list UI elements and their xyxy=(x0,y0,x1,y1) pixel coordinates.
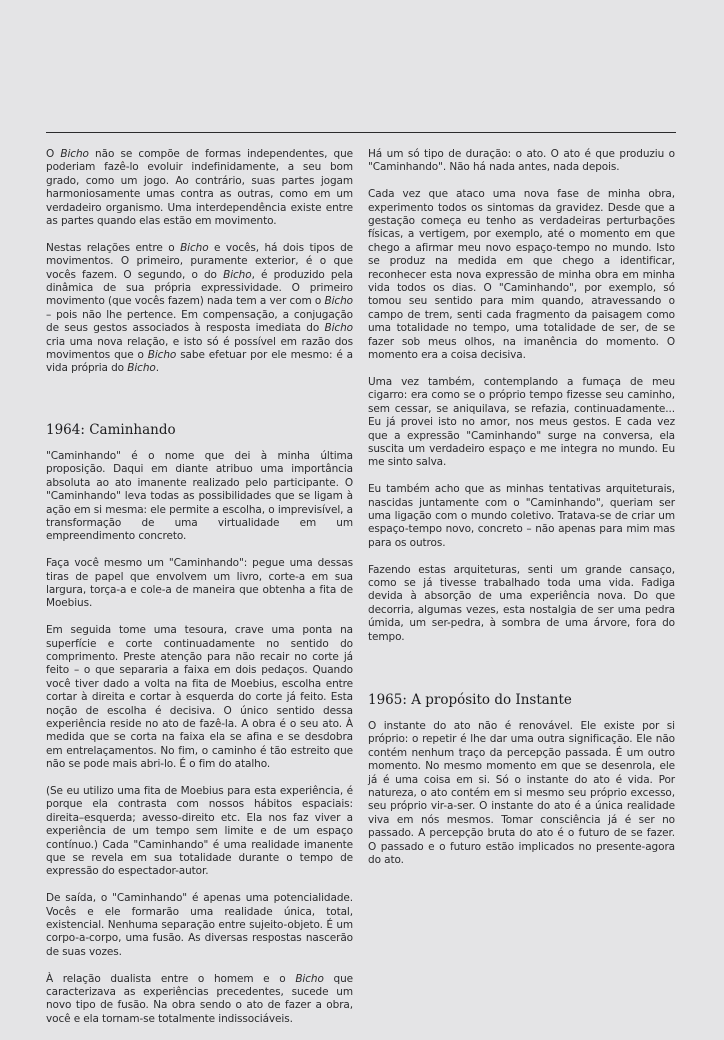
bicho-term: Bicho xyxy=(324,295,353,308)
section-heading-1964: 1964: Caminhando xyxy=(46,421,176,438)
bicho-term: Bicho xyxy=(180,241,209,254)
bicho-term: Bicho xyxy=(295,972,324,985)
bicho-term: Bicho xyxy=(324,322,353,335)
paragraph: Cada vez que ataco uma nova fase de minha obra, experimento todos os sintomas da gravidez. Desde que a gestação começa eu tenho as verdadeiras perturbações físicas, a vertigem, por exemplo, até o momento em que chego a afirmar meu novo espaço-tempo no mundo. Isto se produz na medida em que chego a identificar, reconhecer esta nova expressão de minha obra em minha vida todos os dias. O "Caminhando", por exemplo, só tomou seu sentido para mim quando, atravessando o campo de trem, senti cada fragmento da paisagem como uma totalidade no tempo, uma totalidade de ser, de se fazer sob meus olhos, na imanência do momento. O momento era a coisa decisiva. xyxy=(368,188,675,362)
paragraph: Uma vez também, contemplando a fumaça de meu cigarro: era como se o próprio tempo fizesse seu caminho, sem cessar, se aniquilava, se refazia, continuadamente... Eu já provei isto no amor, nos meus gestos. E cada vez que a expressão "Caminhando" surge na conversa, ela suscita um verdadeiro espaço e me integra no mundo. Eu me sinto salva. xyxy=(368,375,675,469)
section-heading-1965: 1965: A propósito do Instante xyxy=(368,691,572,708)
bicho-term: Bicho xyxy=(60,148,89,160)
paragraph: Eu também acho que as minhas tentativas arquiteturais, nascidas juntamente com o "Caminhando", queriam ser uma ligação com o mundo coletivo. Tratava-se de criar um espaço-tempo novo, concreto – não apenas para mim mas para os outros. xyxy=(368,483,675,549)
bicho-term: Bicho xyxy=(127,362,156,375)
paragraph: O Bicho não se compõe de formas independentes, que poderiam fazê-lo evoluir indefinidamente, a seu bom grado, como um jogo. Ao contrário, suas partes jogam harmoniosamente umas contra as outras, como em um verdadeiro organismo. Uma interdependência existe entre as partes quando elas estão em movimento. xyxy=(46,148,354,228)
paragraph: Nestas relações entre o Bicho e vocês, há dois tipos de movimentos. O primeiro, puramente exterior, é o que vocês fazem. O segundo, o do Bicho, é produzido pela dinâmica de sua própria expressividade. O primeiro movimento (que vocês fazem) nada tem a ver com o Bicho – pois não lhe pertence. Em compensação, a conjugação de seus gestos associados à resposta imediata do Bicho cria uma nova relação, e isto só é possível em razão dos movimentos que o Bicho sabe efetuar por ele mesmo: é a vida própria do Bicho. xyxy=(46,241,353,375)
paragraph: Há um só tipo de duração: o ato. O ato é que produziu o "Caminhando". Não há nada antes, nada depois. xyxy=(368,148,675,174)
paragraph: À relação dualista entre o homem e o Bicho que caracterizava as experiências precedentes, sucede um novo tipo de fusão. Na obra sendo o ato de fazer a obra, você e ela tornam-se totalmente indissociáveis. xyxy=(46,972,354,1025)
top-rule xyxy=(46,132,676,133)
left-column xyxy=(46,148,353,1040)
paragraph: "Caminhando" é o nome que dei à minha última proposição. Daqui em diante atribuo uma importância absoluta ao ato imanente realizado pelo participante. O "Caminhando" leva todas as possibilidades que se ligam à ação em si mesma: ele permite a escolha, o imprevisível, a transformação de uma virtualidade em um empreendimento concreto. xyxy=(46,449,353,543)
paragraph: Fazendo estas arquiteturas, senti um grande cansaço, como se já tivesse trabalhado toda uma vida. Fadiga devida à absorção de uma experiência nova. Do que decorria, algumas vezes, esta nostalgia de ser uma pedra úmida, um ser-pedra, à sombra de uma árvore, fora do tempo. xyxy=(368,563,675,643)
paragraph: Faça você mesmo um "Caminhando": pegue uma dessas tiras de papel que envolvem um livro, corte-a em sua largura, torça-a e cole-a de maneira que obtenha a fita de Moebius. xyxy=(46,557,353,610)
paragraph: O instante do ato não é renovável. Ele existe por si próprio: o repetir é lhe dar uma outra significação. Ele não contém nenhum traço da percepção passada. É um outro momento. No mesmo momento em que se desenrola, ele já é uma coisa em si. Só o instante do ato é vida. Por natureza, o ato contém em si mesmo seu próprio excesso, seu próprio vir-a-ser. O instante do ato é a única realidade viva em nós mesmos. Tomar consciência já é ser no passado. A percepção bruta do ato é o futuro de se fazer. O passado e o futuro estão implicados no presente-agora do ato. xyxy=(368,719,675,867)
paragraph: Em seguida tome uma tesoura, crave uma ponta na superfície e corte continuadamente no sentido do comprimento. Preste atenção para não recair no corte já feito – o que separaria a faixa em dois pedaços. Quando você tiver dado a volta na fita de Moebius, escolha entre cortar à direita e cortar à esquerda do corte já feito. Esta noção de escolha é decisiva. O único sentido dessa experiência reside no ato de fazê-la. A obra é o seu ato. À medida que se corta na faixa ela se afina e se desdobra em entrelaçamentos. No fim, o caminho é tão estreito que não se pode mais abri-lo. É o fim do atalho. xyxy=(46,624,353,771)
bicho-term: Bicho xyxy=(223,268,252,281)
paragraph: De saída, o "Caminhando" é apenas uma potencialidade. Vocês e ele formarão uma realidade única, total, existencial. Nenhuma separação entre sujeito-objeto. É um corpo-a-corpo, uma fusão. As diversas respostas nascerão de suas vozes. xyxy=(46,892,353,958)
paragraph: (Se eu utilizo uma fita de Moebius para esta experiência, é porque ela contrasta com nossos hábitos espaciais: direita–esquerda; avesso-direito etc. Ela nos faz viver a experiência de um tempo sem limite e de um espaço contínuo.) Cada "Caminhando" é uma realidade imanente que se revela em sua totalidade durante o tempo de expressão do espectador-autor. xyxy=(46,785,353,878)
bicho-term: Bicho xyxy=(147,349,177,362)
right-column xyxy=(368,148,675,881)
